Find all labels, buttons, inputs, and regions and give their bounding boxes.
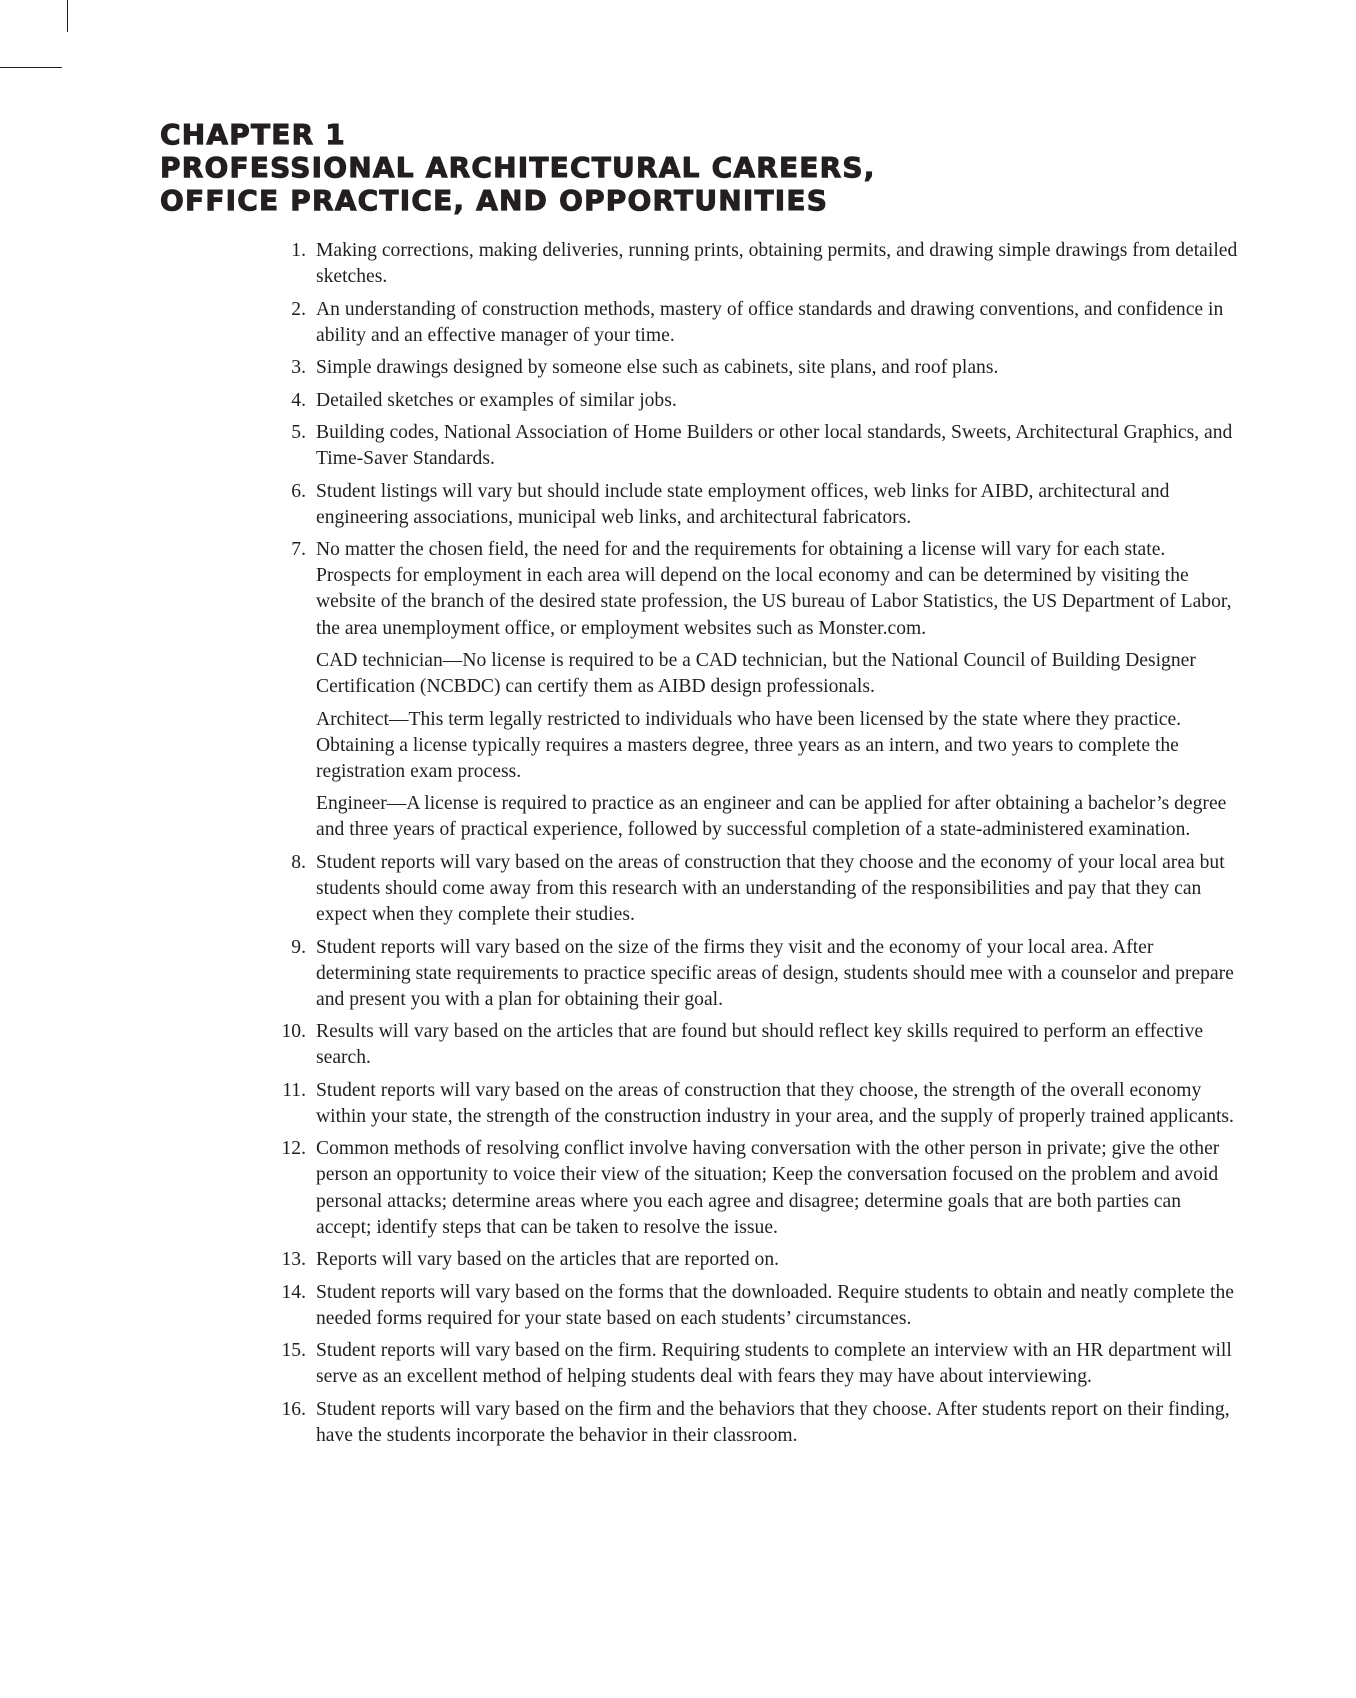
answer-text: Student listings will vary but should include state employment offices, web links for AIBD, architectural and engineering associations, municipal web links, and architectural fabricators. bbox=[316, 480, 1170, 528]
answer-item bbox=[274, 850, 1239, 928]
answer-text: Student reports will vary based on the firm. Requiring students to complete an interview with an HR department will serve as an excellent method of helping students deal with fears they may have about interviewing. bbox=[316, 1340, 1232, 1388]
answer-item bbox=[274, 935, 1239, 1013]
answer-item bbox=[274, 297, 1239, 349]
answer-item bbox=[274, 479, 1239, 531]
answer-number: 16. bbox=[281, 1398, 306, 1420]
answer-item bbox=[274, 355, 1239, 381]
answer-item bbox=[274, 238, 1239, 290]
answer-number: 4. bbox=[291, 389, 306, 411]
answer-text: Student reports will vary based on the areas of construction that they choose, the strength of the overall economy within your state, the strength of the construction industry in your area, and the supply of properly trained applicants. bbox=[316, 1079, 1234, 1127]
answer-item bbox=[274, 388, 1239, 414]
answer-number: 11. bbox=[282, 1079, 306, 1101]
answer-number: 8. bbox=[291, 851, 306, 873]
answer-text: Reports will vary based on the articles that are reported on. bbox=[316, 1249, 780, 1271]
crop-mark-vertical bbox=[67, 0, 68, 32]
answer-number: 5. bbox=[291, 422, 306, 444]
answer-text: Results will vary based on the articles that are found but should reflect key skills required to perform an effective search. bbox=[316, 1021, 1204, 1069]
answer-item bbox=[274, 537, 1239, 843]
answer-text: Detailed sketches or examples of similar jobs. bbox=[316, 389, 677, 411]
chapter-title-line-2: OFFICE PRACTICE, AND OPPORTUNITIES bbox=[160, 184, 829, 217]
answer-number: 14. bbox=[281, 1281, 306, 1303]
answer-item bbox=[274, 420, 1239, 472]
answer-item bbox=[274, 1397, 1239, 1449]
answer-subparagraph-architect: Architect—This term legally restricted to individuals who have been licensed by the state where they practice. Obtaining a license typically requires a masters degree, three years as an intern, and two years to complete the registration exam process. bbox=[316, 708, 1182, 782]
answer-list bbox=[274, 238, 1239, 1455]
answer-item bbox=[274, 1338, 1239, 1390]
answer-text: Making corrections, making deliveries, running prints, obtaining permits, and drawing simple drawings from detailed sketches. bbox=[316, 240, 1238, 288]
answer-text: Student reports will vary based on the forms that the downloaded. Require students to obtain and neatly complete the needed forms required for your state based on each students’ circumstances. bbox=[316, 1281, 1234, 1329]
chapter-heading bbox=[160, 118, 1260, 217]
chapter-number: CHAPTER 1 bbox=[160, 118, 346, 151]
answer-text: No matter the chosen field, the need for and the requirements for obtaining a license will vary for each state. Prospects for employment in each area will depend on the local economy and can be determined by visiting the website of the branch of the desired state profession, the US bureau of Labor Statistics, the US Department of Labor, the area unemployment office, or employment websites such as Monster.com. bbox=[316, 539, 1232, 639]
answer-subparagraph-cad-technician: CAD technician—No license is required to be a CAD technician, but the National Council of Building Designer Certification (NCBDC) can certify them as AIBD design professionals. bbox=[316, 650, 1196, 698]
answer-text: An understanding of construction methods, mastery of office standards and drawing conventions, and confidence in ability and an effective manager of your time. bbox=[316, 298, 1224, 346]
answer-number: 6. bbox=[291, 480, 306, 502]
answer-item bbox=[274, 1078, 1239, 1130]
answer-number: 12. bbox=[281, 1138, 306, 1160]
answer-number: 3. bbox=[291, 357, 306, 379]
answer-text: Student reports will vary based on the size of the firms they visit and the economy of your local area. After determining state requirements to practice specific areas of design, students should mee with a counselor and prepare and present you with a plan for obtaining their goal. bbox=[316, 936, 1234, 1010]
answer-text: Simple drawings designed by someone else such as cabinets, site plans, and roof plans. bbox=[316, 357, 999, 379]
answer-text: Student reports will vary based on the areas of construction that they choose and the economy of your local area but students should come away from this research with an understanding of the responsibilities and pay that they can expect when they complete their studies. bbox=[316, 851, 1225, 926]
answer-item bbox=[274, 1280, 1239, 1332]
answer-text: Common methods of resolving conflict involve having conversation with the other person in private; give the other person an opportunity to voice their view of the situation; Keep the conversation focused on the problem and avoid personal attacks; determine areas where you each agree and disagree; determine goals that are both parties can accept; identify steps that can be taken to resolve the issue. bbox=[316, 1138, 1220, 1238]
chapter-title-line-1: PROFESSIONAL ARCHITECTURAL CAREERS, bbox=[160, 151, 876, 184]
answer-number: 13. bbox=[281, 1249, 306, 1271]
answer-item bbox=[274, 1247, 1239, 1273]
answer-item bbox=[274, 1019, 1239, 1071]
answer-number: 2. bbox=[291, 298, 306, 320]
answer-subparagraph-engineer: Engineer—A license is required to practice as an engineer and can be applied for after obtaining a bachelor’s degree and three years of practical experience, followed by successful completion of a state-administered examination. bbox=[316, 793, 1227, 841]
answer-number: 1. bbox=[291, 240, 306, 261]
answer-item bbox=[274, 1136, 1239, 1240]
answer-number: 7. bbox=[291, 539, 306, 561]
answer-text: Building codes, National Association of Home Builders or other local standards, Sweets, Architectural Graphics, and Time-Saver Standards. bbox=[316, 422, 1233, 470]
answer-text: Student reports will vary based on the firm and the behaviors that they choose. After students report on their finding, have the students incorporate the behavior in their classroom. bbox=[316, 1398, 1230, 1446]
answer-number: 9. bbox=[291, 936, 306, 958]
answer-number: 10. bbox=[281, 1021, 306, 1043]
answer-number: 15. bbox=[281, 1340, 306, 1362]
crop-mark-horizontal bbox=[0, 67, 62, 68]
